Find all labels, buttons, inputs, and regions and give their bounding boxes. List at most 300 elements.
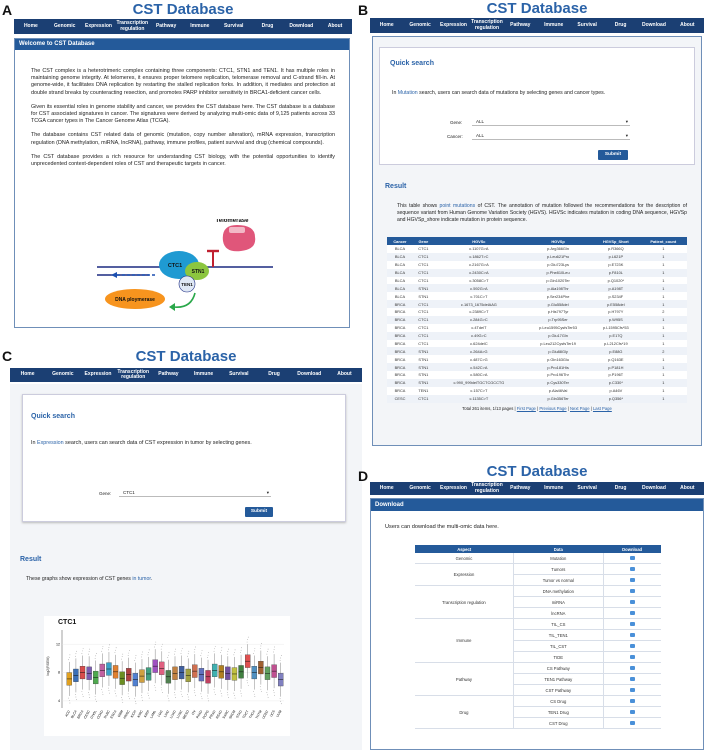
- table-cell: BLCA: [394, 270, 406, 276]
- outlier-point: [267, 692, 268, 693]
- column-header[interactable]: HGVSc: [434, 237, 524, 245]
- nav-immune[interactable]: Immune: [544, 21, 564, 28]
- column-header[interactable]: Cancer: [387, 237, 413, 245]
- outlier-point: [247, 639, 248, 640]
- table-cell: 1: [662, 254, 665, 260]
- outlier-point: [69, 700, 70, 701]
- polymerase-label: DNA ploymerase: [115, 297, 155, 303]
- outlier-point: [255, 648, 256, 649]
- table-cell: STN1: [418, 372, 429, 378]
- data-cell: CST Pathway: [513, 685, 603, 696]
- download-icon[interactable]: [630, 666, 635, 670]
- outlier-point: [135, 658, 136, 659]
- nav-survival[interactable]: Survival: [577, 484, 597, 491]
- recruit-arrow: [173, 293, 195, 307]
- outlier-point: [154, 685, 155, 686]
- outlier-point: [274, 695, 275, 696]
- pager-last[interactable]: Last Page: [592, 405, 612, 411]
- ten1-label: TEN1: [181, 282, 193, 287]
- table-cell: BLCA: [394, 262, 406, 268]
- x-tick-label: CESC: [82, 709, 91, 720]
- submit-button[interactable]: Submit: [598, 150, 628, 160]
- download-cell: [603, 597, 661, 608]
- download-icon[interactable]: [630, 710, 635, 714]
- table-cell: BLCA: [394, 246, 406, 252]
- outlier-point: [82, 694, 83, 695]
- nav-transcription[interactable]: Transcription regulation: [116, 20, 149, 32]
- outlier-point: [254, 694, 255, 695]
- outlier-point: [215, 646, 216, 647]
- download-header: Download: [371, 499, 703, 511]
- nav-expression[interactable]: Expression: [440, 21, 467, 28]
- welcome-box: [14, 38, 350, 328]
- panel-label-a: A: [2, 2, 13, 18]
- ctc1-label: CTC1: [167, 263, 183, 269]
- outlier-point: [195, 647, 196, 648]
- table-row: [387, 277, 687, 285]
- outlier-point: [261, 691, 262, 692]
- table-row: [387, 347, 687, 355]
- outlier-point: [261, 689, 262, 690]
- recruit-arrowhead: [169, 303, 175, 311]
- nav-transcription[interactable]: Transcription regulation: [117, 368, 150, 380]
- outlier-point: [169, 701, 170, 702]
- outlier-point: [89, 649, 90, 650]
- table-cell: BRCA: [394, 325, 406, 331]
- data-cell: miRNA: [513, 597, 603, 608]
- table-cell: p.R366Q: [608, 246, 624, 252]
- pager-first[interactable]: First Page: [516, 405, 536, 411]
- download-icon[interactable]: [630, 688, 635, 692]
- nav-expression[interactable]: Expression: [85, 22, 112, 29]
- table-cell: p.C330*: [608, 380, 623, 386]
- outlier-point: [89, 695, 90, 696]
- outlier-point: [148, 695, 149, 696]
- column-header[interactable]: Gene: [413, 237, 434, 245]
- table-cell: c.542C>A: [470, 364, 488, 370]
- point-mutations-link[interactable]: point mutations: [439, 203, 476, 209]
- table-cell: c.1862T>C: [469, 254, 489, 260]
- outlier-point: [175, 697, 176, 698]
- outlier-point: [82, 691, 83, 692]
- table-cell: p.E88G: [609, 348, 623, 354]
- column-header[interactable]: HGVSp: [524, 237, 592, 245]
- table-cell: p.Ser234Phe: [546, 293, 570, 299]
- welcome-paragraph-1: The CST complex is a heterotrimeric complex containing three components: CTC1, STN1 and TEN1. It has multiple roles in maintaining genome integrity. At telomeres, it ensures proper telomere replication, telomerase removal and C-strand fill-in. At genome-wide, it facilitates DNA replication by restarting the stalled replication forks. In addition, it mediates and protection at double strand breaks by counteracting resection, and promotes PARP inhibitor sensitivity in BRCA1-deficient cancer cells.: [31, 68, 335, 96]
- nav-expression[interactable]: Expression: [440, 484, 467, 491]
- table-cell: p.Arg366Gln: [547, 246, 569, 252]
- download-icon[interactable]: [630, 578, 635, 582]
- outlier-point: [148, 652, 149, 653]
- table-cell: BRCA: [394, 333, 406, 339]
- x-tick-label: ACC: [64, 709, 72, 718]
- outlier-point: [273, 652, 274, 653]
- result-title: Result: [20, 556, 42, 563]
- x-tick-label: TGCT: [241, 709, 250, 720]
- in-tumor-link[interactable]: in tumor: [132, 576, 151, 582]
- table-cell: p.F810L: [608, 270, 623, 276]
- nav-immune[interactable]: Immune: [544, 484, 564, 491]
- download-icon[interactable]: [630, 699, 635, 703]
- x-tick-label: ESCA: [109, 709, 118, 720]
- nav-genomic[interactable]: Genomic: [52, 371, 74, 378]
- table-cell: p.Phe810Leu: [546, 270, 570, 276]
- nav-immune[interactable]: Immune: [194, 371, 214, 378]
- outlier-point: [267, 651, 268, 652]
- x-tick-label: COAD: [95, 709, 105, 720]
- outlier-point: [200, 693, 201, 694]
- nav-about[interactable]: About: [327, 22, 343, 29]
- nav-pathway[interactable]: Pathway: [155, 22, 177, 29]
- outlier-point: [109, 645, 110, 646]
- chevron-down-icon: ▾: [625, 119, 628, 124]
- table-cell: p.Glu17Gln: [548, 333, 568, 339]
- outlier-point: [181, 691, 182, 692]
- table-row: [387, 355, 687, 363]
- nav-survival[interactable]: Survival: [229, 371, 249, 378]
- outlier-point: [201, 696, 202, 697]
- mutation-link[interactable]: Mutation: [397, 90, 418, 96]
- x-tick-label: MESO: [181, 709, 191, 720]
- outlier-point: [214, 692, 215, 693]
- panel-label-d: D: [358, 468, 369, 484]
- download-cell: [603, 619, 661, 630]
- column-header: Download: [603, 545, 661, 553]
- x-tick-label: GBM: [116, 709, 125, 719]
- welcome-text: [15, 50, 349, 168]
- outlier-point: [188, 651, 189, 652]
- nav-about[interactable]: About: [337, 371, 352, 378]
- download-icon[interactable]: [630, 644, 635, 648]
- gene-label: Gene:: [450, 120, 463, 125]
- table-row: [387, 253, 687, 261]
- outlier-point: [274, 649, 275, 650]
- outlier-point: [89, 697, 90, 698]
- table-row: [387, 379, 687, 387]
- nav-pathway[interactable]: Pathway: [510, 21, 531, 28]
- x-tick-label: PCPG: [201, 709, 210, 720]
- nav-home[interactable]: Home: [379, 484, 394, 491]
- outlier-point: [248, 637, 249, 638]
- nav-transcription[interactable]: Transcription regulation: [471, 19, 503, 31]
- column-header[interactable]: Patient_count: [640, 237, 687, 245]
- mutation-table: [387, 237, 687, 403]
- table-cell: BRCA: [394, 380, 406, 386]
- nav-genomic[interactable]: Genomic: [409, 484, 431, 491]
- nav-home[interactable]: Home: [20, 371, 35, 378]
- outlier-point: [227, 651, 228, 652]
- site-title: CST Database: [132, 1, 234, 18]
- outlier-point: [76, 653, 77, 654]
- outlier-point: [122, 699, 123, 700]
- table-cell: c.2167G>A: [469, 262, 489, 268]
- table-cell: CTC1: [418, 301, 429, 307]
- main-nav: [10, 368, 362, 382]
- table-cell: CTC1: [418, 333, 429, 339]
- nav-about[interactable]: About: [680, 484, 695, 491]
- gene-select[interactable]: [119, 488, 271, 497]
- table-cell: p.Leu212CysfsTer19: [540, 340, 576, 346]
- x-tick-label: PRAD: [208, 709, 217, 720]
- table-cell: c.3058C>T: [469, 277, 489, 283]
- table-cell: BRCA: [394, 356, 406, 362]
- outlier-point: [248, 685, 249, 686]
- table-cell: p.S234F: [608, 293, 624, 299]
- outlier-point: [168, 655, 169, 656]
- table-cell: p.Pro196Thr: [547, 372, 569, 378]
- nav-download[interactable]: Download: [297, 371, 322, 378]
- table-cell: 1: [662, 364, 665, 370]
- nav-pathway[interactable]: Pathway: [158, 371, 179, 378]
- column-header: Aspect: [415, 545, 513, 553]
- outlier-point: [101, 651, 102, 652]
- nav-pathway[interactable]: Pathway: [510, 484, 531, 491]
- outlier-point: [194, 652, 195, 653]
- download-icon[interactable]: [630, 721, 635, 725]
- outlier-point: [268, 649, 269, 650]
- data-cell: Tumor vs normal: [513, 575, 603, 586]
- welcome-paragraph-3: The database contains CST related data of genomic (mutation, copy number alteration), mRNA expression, transcription regulation (DNA methylation, miRNA, lncRNA), pathway, immune profiles, patient survival and drug (chemical compounds).: [31, 132, 335, 146]
- outlier-point: [214, 651, 215, 652]
- table-cell: c.1135C>T: [469, 396, 489, 402]
- x-tick-label: STAD: [235, 709, 243, 719]
- x-tick-label: CHOL: [89, 709, 98, 720]
- table-cell: c.487C>G: [470, 356, 488, 362]
- column-header: Data: [513, 545, 603, 553]
- data-cell: CS Drug: [513, 696, 603, 707]
- nav-drug[interactable]: Drug: [261, 22, 274, 29]
- outlier-point: [128, 696, 129, 697]
- table-cell: 1: [662, 388, 665, 394]
- download-icon[interactable]: [630, 633, 635, 637]
- download-icon[interactable]: [630, 611, 635, 615]
- outlier-point: [115, 691, 116, 692]
- panel-label-c: C: [2, 348, 13, 364]
- data-cell: TIL_CS: [513, 619, 603, 630]
- table-cell: c.1107G>A: [469, 246, 489, 252]
- site-title: CST Database: [486, 0, 588, 17]
- cancer-select[interactable]: [472, 131, 630, 140]
- result-text-pre: This table shows: [397, 203, 440, 209]
- outlier-point: [234, 652, 235, 653]
- table-cell: 1: [662, 301, 665, 307]
- x-tick-label: READ: [215, 709, 224, 720]
- nav-home[interactable]: Home: [379, 21, 394, 28]
- outlier-point: [235, 698, 236, 699]
- chevron-down-icon: ▾: [266, 490, 269, 495]
- nav-download[interactable]: Download: [289, 22, 314, 29]
- x-tick-label: KIRC: [136, 709, 144, 719]
- table-cell: 1: [662, 277, 665, 283]
- outlier-point: [89, 651, 90, 652]
- nav-download[interactable]: Download: [642, 484, 666, 491]
- outlier-point: [228, 697, 229, 698]
- replication-arrowhead: [111, 272, 117, 278]
- table-cell: 1: [662, 340, 665, 346]
- outlier-point: [161, 690, 162, 691]
- pager-next[interactable]: Next Page: [569, 405, 590, 411]
- table-row: [415, 564, 661, 575]
- outlier-point: [194, 690, 195, 691]
- download-box: [370, 498, 704, 750]
- table-cell: c.4TdelT: [471, 325, 487, 331]
- outlier-point: [128, 693, 129, 694]
- table-cell: BRCA: [394, 317, 406, 323]
- outlier-point: [174, 692, 175, 693]
- table-row: [387, 324, 687, 332]
- outlier-point: [227, 692, 228, 693]
- table-cell: c.580C>A: [470, 372, 488, 378]
- download-icon[interactable]: [630, 567, 635, 571]
- table-row: [387, 308, 687, 316]
- outlier-point: [88, 692, 89, 693]
- table-cell: CTC1: [418, 246, 429, 252]
- gene-select[interactable]: [472, 117, 630, 126]
- nav-home[interactable]: Home: [23, 22, 38, 29]
- download-cell: [603, 608, 661, 619]
- nav-survival[interactable]: Survival: [577, 21, 597, 28]
- outlier-point: [280, 660, 281, 661]
- nav-drug[interactable]: Drug: [614, 484, 627, 491]
- outlier-point: [121, 659, 122, 660]
- table-row: [387, 300, 687, 308]
- download-cell: [603, 685, 661, 696]
- table-cell: CTC1: [418, 317, 429, 323]
- outlier-point: [267, 695, 268, 696]
- table-cell: CTC1: [418, 254, 429, 260]
- download-icon[interactable]: [630, 556, 635, 560]
- outlier-point: [161, 646, 162, 647]
- column-header[interactable]: HGVSp_Short: [592, 237, 639, 245]
- download-icon[interactable]: [630, 589, 635, 593]
- table-row: [387, 292, 687, 300]
- table-cell: p.L621P: [608, 254, 624, 260]
- outlier-point: [220, 691, 221, 692]
- download-icon[interactable]: [630, 600, 635, 604]
- table-cell: 1: [662, 262, 665, 268]
- table-cell: p.Q356*: [608, 396, 623, 402]
- expression-link[interactable]: Expression: [37, 440, 64, 446]
- download-cell: [603, 575, 661, 586]
- data-cell: Mutation: [513, 553, 603, 564]
- nav-about[interactable]: About: [680, 21, 695, 28]
- table-cell: c.284G>C: [470, 317, 488, 323]
- table-cell: CTC1: [418, 340, 429, 346]
- outlier-point: [102, 692, 103, 693]
- nav-genomic[interactable]: Genomic: [409, 21, 431, 28]
- outlier-point: [188, 653, 189, 654]
- outlier-point: [148, 693, 149, 694]
- nav-drug[interactable]: Drug: [268, 371, 280, 378]
- welcome-paragraph-2: Given its essential roles in genome stability and cancer, we provides the CST database here. The CST database is a database for CST associated signatures in cancer. The signatures were derived by analyzing multi-omic data of 9,125 patients across 33 TCGA cancer types in The Cancer Genome Atlas (TCGA).: [31, 103, 335, 125]
- table-cell: p.Glu88Gly: [548, 348, 568, 354]
- download-icon[interactable]: [630, 677, 635, 681]
- submit-button[interactable]: Submit: [245, 507, 273, 517]
- outlier-point: [142, 652, 143, 653]
- x-tick-label: LUAD: [169, 709, 177, 720]
- outlier-point: [175, 695, 176, 696]
- outlier-point: [267, 654, 268, 655]
- outlier-point: [116, 696, 117, 697]
- outlier-point: [116, 647, 117, 648]
- table-cell: BRCA: [394, 301, 406, 307]
- table-cell: p.Pro181His: [547, 364, 569, 370]
- outlier-point: [201, 653, 202, 654]
- table-pager: Total 261 items, 1/13 pages | First Page | Previous Page | Next Page | Last Page: [462, 405, 612, 411]
- table-cell: p.His797Tyr: [547, 309, 569, 315]
- outlier-point: [221, 650, 222, 651]
- panel-a: [12, 0, 354, 330]
- outlier-point: [175, 649, 176, 650]
- outlier-point: [76, 699, 77, 700]
- download-icon[interactable]: [630, 622, 635, 626]
- outlier-point: [96, 653, 97, 654]
- nav-drug[interactable]: Drug: [614, 21, 627, 28]
- outlier-point: [161, 649, 162, 650]
- outlier-point: [148, 654, 149, 655]
- outlier-point: [221, 696, 222, 697]
- table-cell: TEN1: [418, 388, 429, 394]
- nav-immune[interactable]: Immune: [190, 22, 210, 29]
- result-text-post: .: [150, 576, 153, 582]
- outlier-point: [194, 649, 195, 650]
- pager-previous[interactable]: Previous Page: [539, 405, 567, 411]
- outlier-point: [95, 696, 96, 697]
- nav-transcription[interactable]: Transcription regulation: [471, 482, 503, 494]
- outlier-point: [122, 656, 123, 657]
- data-cell: TIL_TEN1: [513, 630, 603, 641]
- table-cell: 2: [662, 348, 665, 354]
- table-row: [415, 663, 661, 674]
- download-cell: [603, 696, 661, 707]
- nav-genomic[interactable]: Genomic: [53, 22, 76, 29]
- stn1-label: STN1: [191, 269, 205, 275]
- x-tick-label: OV: [190, 709, 197, 716]
- panel-b: [370, 0, 704, 448]
- table-cell: 1: [662, 246, 665, 252]
- outlier-point: [70, 654, 71, 655]
- outlier-point: [268, 697, 269, 698]
- aspect-cell: Drug: [415, 696, 513, 729]
- y-tick-label: 8: [58, 670, 60, 675]
- outlier-point: [136, 655, 137, 656]
- download-icon[interactable]: [630, 655, 635, 659]
- main-nav: [370, 482, 704, 495]
- data-cell: TIDE: [513, 652, 603, 663]
- panel-label-b: B: [358, 2, 369, 18]
- table-row: [415, 586, 661, 597]
- outlier-point: [234, 654, 235, 655]
- outlier-point: [121, 697, 122, 698]
- table-cell: BLCA: [394, 277, 406, 283]
- nav-expression[interactable]: Expression: [84, 371, 112, 378]
- table-cell: p.A46V: [609, 388, 623, 394]
- chart-title: CTC1: [58, 619, 77, 626]
- nav-survival[interactable]: Survival: [223, 22, 244, 29]
- outlier-point: [227, 654, 228, 655]
- result-title: Result: [385, 183, 407, 190]
- table-cell: c.264A>G: [470, 348, 488, 354]
- outlier-point: [221, 693, 222, 694]
- outlier-point: [221, 647, 222, 648]
- nav-download[interactable]: Download: [642, 21, 666, 28]
- table-cell: STN1: [418, 348, 429, 354]
- outlier-point: [68, 698, 69, 699]
- download-cell: [603, 553, 661, 564]
- outlier-point: [247, 680, 248, 681]
- outlier-point: [207, 657, 208, 658]
- cst-diagram: [95, 219, 275, 323]
